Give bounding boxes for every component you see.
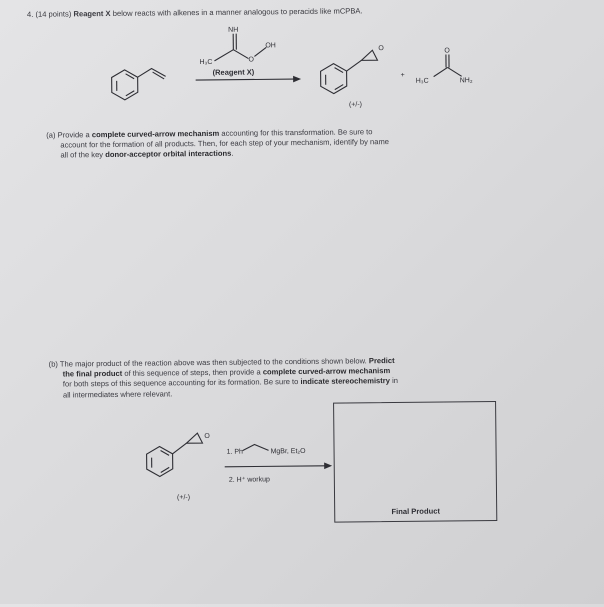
- scheme2-epoxide-oxygen: O: [204, 433, 210, 440]
- part-b-line: for both steps of this sequence accounting for its formation. Be sure to indicate stereochemistry in: [49, 375, 549, 390]
- part-a-line: account for the formation of all products. Then, for each step of your mechanism, identify by name: [46, 136, 526, 151]
- phenethyl-chain: [242, 444, 268, 450]
- part-b-line: (b) The major product of the reaction above was then subjected to the conditions shown below. Predict: [49, 354, 549, 369]
- styrene-benzene-ring: [112, 70, 138, 100]
- question-reagent: Reagent X: [73, 9, 110, 18]
- reagent-x-label: (Reagent X): [213, 67, 255, 76]
- label-oh: OH: [265, 42, 276, 49]
- epoxide-ring: [361, 50, 377, 60]
- part-a-line: all of the key donor-acceptor orbital interactions.: [46, 146, 526, 161]
- part-a-emphasis: donor-acceptor orbital interactions: [105, 149, 231, 159]
- part-b-line: all intermediates where relevant.: [49, 385, 549, 400]
- amide-oxygen-label: O: [444, 47, 450, 54]
- step1-reagent: MgBr, Et₂O: [271, 448, 307, 455]
- part-b-emphasis: Predict: [369, 356, 395, 365]
- part-a-line: (a) Provide a complete curved-arrow mechanism accounting for this transformation. Be sure to: [46, 126, 526, 141]
- racemic-label-2: (+/-): [177, 494, 190, 501]
- scheme2-epoxide-ring: [186, 433, 202, 443]
- label-nh: NH: [228, 27, 238, 34]
- reagent-x-structure: [214, 33, 266, 61]
- part-b-emphasis: the final product: [63, 369, 123, 379]
- part-b-emphasis: complete curved-arrow mechanism: [263, 366, 391, 376]
- epoxide-oxygen-label: O: [378, 45, 384, 52]
- part-b-emphasis: indicate stereochemistry: [300, 376, 390, 386]
- acetamide-structure: [433, 54, 461, 76]
- racemic-label-1: (+/-): [349, 101, 362, 108]
- plus-sign: +: [401, 72, 405, 79]
- final-product-box[interactable]: [333, 401, 497, 523]
- part-b-line: the final product of this sequence of steps, then provide a complete curved-arrow mechanism: [49, 365, 549, 380]
- part-a-prompt: [46, 126, 526, 162]
- step2-workup: 2. H⁺ workup: [229, 476, 270, 483]
- label-h3c: H₃C: [199, 59, 212, 66]
- label-o: O: [248, 56, 254, 63]
- amide-h3c-label: H₃C: [416, 78, 429, 85]
- reaction-scheme-1: [97, 16, 538, 121]
- reaction-arrow-2: [225, 466, 325, 467]
- reaction-scheme-2: [136, 425, 337, 507]
- vinyl-bond: [138, 68, 166, 77]
- scheme2-benzene-ring: [147, 446, 173, 476]
- epoxide-benzene-ring: [321, 64, 347, 94]
- amide-nh2-label: NH₂: [460, 77, 473, 84]
- question-points: (14 points): [35, 9, 71, 18]
- part-b-prompt: [49, 354, 549, 400]
- question-text: below reacts with alkenes in a manner analogous to peracids like mCPBA.: [113, 6, 363, 18]
- part-a-emphasis: complete curved-arrow mechanism: [92, 129, 220, 139]
- reaction-arrow-1: [196, 79, 294, 80]
- question-number: 4.: [27, 10, 33, 19]
- final-product-label: Final Product: [335, 506, 496, 517]
- step1-prefix: 1. Ph: [227, 449, 244, 456]
